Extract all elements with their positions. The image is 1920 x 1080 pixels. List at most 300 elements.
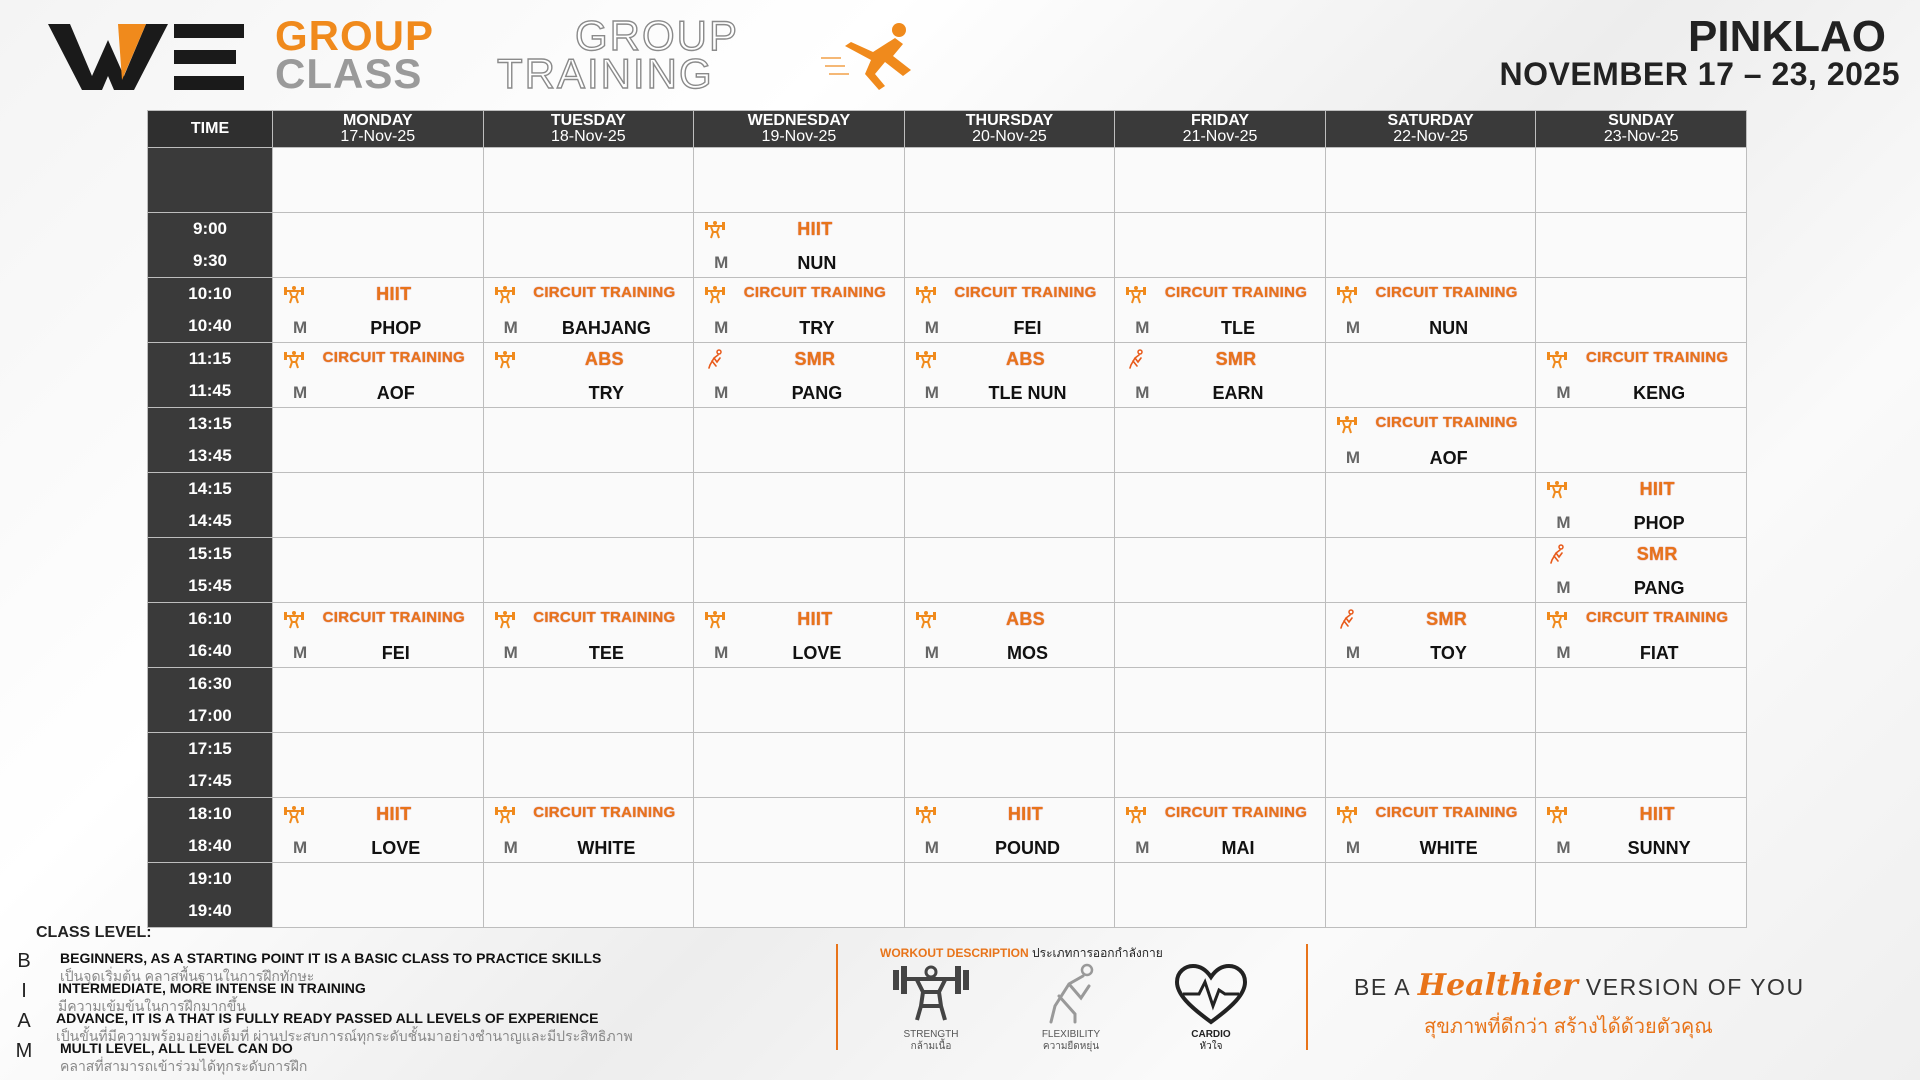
time-slot [148,603,273,668]
workout-label-th: หัวใจ [1199,1041,1223,1052]
empty-cell [1115,213,1326,278]
class-entry [1115,278,1325,342]
day-name: SATURDAY [1387,112,1474,129]
instructor-name: MAI [1221,838,1255,858]
empty-cell [1536,213,1747,278]
empty-cell [273,733,484,798]
day-date: 20-Nov-25 [972,128,1047,145]
class-entry [1115,798,1325,862]
class-name: SMR [1215,349,1257,369]
branch-name: PINKLAO [1688,12,1886,61]
class-entry [905,343,1115,407]
instructor-name: NUN [1429,318,1469,338]
class-name: CIRCUIT TRAINING [1375,414,1518,431]
class-cell [1115,343,1326,408]
class-name: ABS [584,349,624,369]
title-class: CLASS [275,50,423,97]
slogan-th: สุขภาพที่ดีกว่า สร้างได้ด้วยตัวคุณ [1424,1016,1713,1038]
level-desc-th: เป็นขั้นที่มีความพร้อมอย่างเต็มที่ ผ่านประสบการณ์ทุกระดับชั้นมาอย่างชำนาญและมีประสิทธิภาพ [56,1028,633,1044]
instructor-name: POUND [994,838,1060,858]
empty-cell [483,213,694,278]
level-key: A [17,1010,31,1032]
class-name: HIIT [1639,804,1675,824]
class-name: CIRCUIT TRAINING [1375,804,1518,821]
schedule-row [148,798,1747,863]
schedule-body [148,148,1747,928]
time-slot [148,473,273,538]
empty-cell [694,473,905,538]
cardio-icon [1169,962,1253,1028]
empty-cell [904,733,1115,798]
class-cell [1536,538,1747,603]
level-desc-th: มีความเข้มข้นในการฝึกมากขึ้น [58,998,246,1014]
strength-icon [1546,479,1568,499]
day-date: 21-Nov-25 [1182,128,1258,145]
class-level: M [924,383,939,402]
schedule-row [148,668,1747,733]
strength-icon [889,962,973,1028]
level-desc-th: เป็นจุดเริ่มต้น คลาสพื้นฐานในการฝึกทักษะ [60,968,315,984]
strength-icon [1336,284,1358,304]
time-end: 9:30 [192,251,228,270]
empty-cell [483,408,694,473]
empty-cell [694,733,905,798]
time-slot [148,408,273,473]
strength-icon [704,284,726,304]
class-name: CIRCUIT TRAINING [1375,284,1518,301]
empty-cell [483,473,694,538]
workout-description-title [880,944,1163,963]
time-start: 16:30 [188,674,232,693]
class-level: M [714,383,729,402]
time-end: 18:40 [188,836,232,855]
instructor-name: PHOP [1633,513,1685,533]
schedule-row [148,213,1747,278]
empty-cell [1115,863,1326,928]
day-name: WEDNESDAY [747,112,851,129]
time-slot [148,863,273,928]
schedule-row [148,408,1747,473]
instructor-name: LOVE [371,838,421,858]
workout-label-en: CARDIO [1191,1029,1231,1040]
class-name: CIRCUIT TRAINING [1164,284,1308,301]
time-end: 17:00 [188,706,232,725]
class-cell [904,798,1115,863]
day-name: SUNDAY [1608,112,1675,129]
instructor-name: PHOP [370,318,422,338]
class-cell [483,603,694,668]
class-entry [1326,798,1536,862]
strength-icon [1336,804,1358,824]
slogan-pre: BE A [1354,974,1410,1000]
class-cell [273,278,484,343]
class-name: CIRCUIT TRAINING [322,609,465,626]
empty-cell [483,538,694,603]
class-cell [483,798,694,863]
schedule-row [148,863,1747,928]
workout-label-en: FLEXIBILITY [1041,1029,1101,1040]
class-name: CIRCUIT TRAINING [533,804,676,821]
class-entry [273,278,483,342]
instructor-name: BAHJANG [561,318,651,338]
instructor-name: PANG [1633,578,1685,598]
empty-cell [1115,668,1326,733]
time-end: 19:40 [188,901,232,920]
slogan-post: VERSION OF YOU [1585,974,1805,1000]
empty-cell [904,473,1115,538]
class-level: M [1556,643,1571,662]
time-slot [148,343,273,408]
title-training: TRAINING [497,50,714,97]
empty-cell [1325,733,1536,798]
empty-cell [1536,668,1747,733]
instructor-name: AOF [1429,448,1468,468]
time-end: 17:45 [188,771,232,790]
time-start: 14:15 [188,479,232,498]
day-name: TUESDAY [550,112,626,129]
workout-label-th: ความยืดหยุ่น [1042,1041,1100,1052]
strength-icon [1125,804,1147,824]
class-cell [1325,278,1536,343]
class-name: SMR [1636,544,1678,564]
class-name: HIIT [797,609,833,629]
strength-icon [704,609,726,629]
empty-cell [904,148,1115,213]
time-slot [148,668,273,733]
class-cell [483,343,694,408]
time-slot [148,213,273,278]
class-entry [694,603,904,667]
level-desc-en: INTERMEDIATE, MORE INTENSE IN TRAINING [58,980,366,996]
time-start: 17:15 [188,739,232,758]
instructor-name: TRY [799,318,835,338]
class-cell [1115,798,1326,863]
class-cell [904,603,1115,668]
empty-cell [1325,473,1536,538]
class-level: M [503,838,518,857]
day-header-monday [273,111,484,148]
class-cell [273,798,484,863]
class-name: HIIT [1639,479,1675,499]
workout-cardio [1156,962,1266,1052]
empty-cell [1325,863,1536,928]
empty-cell [904,668,1115,733]
level-desc-th: คลาสที่สามารถเข้าร่วมได้ทุกระดับการฝึก [60,1058,308,1074]
instructor-name: EARN [1212,383,1264,403]
class-schedule-table [147,110,1747,928]
strength-icon [915,804,937,824]
time-start: 15:15 [188,544,232,563]
class-name: HIIT [376,804,412,824]
schedule-row [148,733,1747,798]
schedule-header-row [148,111,1747,148]
time-end: 16:40 [188,641,232,660]
class-entry [1326,603,1536,667]
class-entry [694,213,904,277]
empty-cell [483,863,694,928]
class-level-title: CLASS LEVEL: [36,924,152,941]
class-level: M [503,318,518,337]
class-entry [1536,343,1746,407]
date-range: NOVEMBER 17 – 23, 2025 [1499,56,1900,92]
class-level: M [1556,838,1571,857]
workout-title-en: WORKOUT DESCRIPTION [880,946,1029,960]
class-name: CIRCUIT TRAINING [322,349,465,366]
class-level: M [1345,643,1360,662]
strength-icon [1546,804,1568,824]
day-header-tuesday [483,111,694,148]
runner-icon [815,18,925,92]
class-entry [905,603,1115,667]
class-level: M [714,643,729,662]
empty-cell [1536,408,1747,473]
day-date: 17-Nov-25 [340,128,416,145]
empty-cell [1115,733,1326,798]
empty-cell [273,408,484,473]
class-cell [1325,798,1536,863]
empty-cell [1115,538,1326,603]
time-column-header: TIME [148,111,273,148]
footer-divider [1306,944,1308,1050]
title-group-bold: GROUP [275,12,435,59]
level-desc-en: MULTI LEVEL, ALL LEVEL CAN DO [60,1040,293,1056]
empty-cell [694,863,905,928]
class-cell [1536,798,1747,863]
class-cell [273,343,484,408]
class-entry [484,343,694,407]
instructor-name: KENG [1633,383,1686,403]
class-name: HIIT [1007,804,1044,824]
day-date: 18-Nov-25 [550,128,626,145]
day-name: THURSDAY [965,112,1054,129]
time-slot [148,148,273,213]
empty-cell [273,148,484,213]
class-level: M [714,253,729,272]
class-cell [694,213,905,278]
class-level: M [924,643,939,662]
class-cell [1536,473,1747,538]
class-name: HIIT [376,284,412,304]
class-cell [1536,343,1747,408]
schedule-row [148,603,1747,668]
class-cell [483,278,694,343]
class-level: M [293,318,308,337]
strength-icon [494,284,516,304]
workout-label-th: กล้ามเนื้อ [910,1041,952,1052]
level-desc-en: ADVANCE, IT IS A THAT IS FULLY READY PASSED ALL LEVELS OF EXPERIENCE [56,1010,599,1026]
class-entry [273,343,483,407]
empty-cell [694,148,905,213]
day-date: 19-Nov-25 [761,128,837,145]
class-entry [694,343,904,407]
empty-cell [1115,603,1326,668]
class-cell [694,278,905,343]
empty-cell [1536,278,1747,343]
flexibility-icon [1546,544,1568,564]
class-entry [1536,603,1746,667]
strength-icon [283,804,305,824]
instructor-name: TLE [1221,318,1256,338]
instructor-name: MOS [1006,643,1048,663]
empty-cell [904,538,1115,603]
strength-icon [915,284,937,304]
class-name: CIRCUIT TRAINING [1586,349,1729,366]
flexibility-icon [1336,609,1358,629]
slogan-highlight: Healthier [1417,968,1578,1003]
instructor-name: SUNNY [1627,838,1691,858]
class-entry [1536,798,1746,862]
day-header-thursday [904,111,1115,148]
class-level: M [1135,838,1150,857]
day-date: 22-Nov-25 [1393,128,1468,145]
class-entry [1326,278,1536,342]
workout-flexibility [1016,962,1126,1052]
schedule-row [148,343,1747,408]
empty-cell [904,213,1115,278]
class-level: M [1345,838,1360,857]
time-start [148,148,272,180]
empty-cell [1115,148,1326,213]
empty-cell [273,538,484,603]
time-slot [148,733,273,798]
time-end: 15:45 [188,576,232,595]
empty-cell [1115,408,1326,473]
strength-icon [494,609,516,629]
class-entry [905,278,1115,342]
instructor-name: LOVE [792,643,842,663]
instructor-name: WHITE [1419,838,1478,858]
flexibility-icon [1125,349,1147,369]
class-entry [1326,408,1536,472]
time-slot [148,278,273,343]
brand-title [275,12,915,97]
class-name: HIIT [797,219,833,239]
empty-cell [273,863,484,928]
empty-cell [483,733,694,798]
empty-cell [1325,538,1536,603]
time-start: 11:15 [188,349,232,368]
empty-cell [1325,213,1536,278]
class-cell [1536,603,1747,668]
strength-icon [283,609,305,629]
schedule-row [148,538,1747,603]
strength-icon [915,349,937,369]
empty-cell [904,863,1115,928]
day-name: FRIDAY [1190,112,1250,129]
class-name: CIRCUIT TRAINING [1164,804,1308,821]
class-level: M [924,318,939,337]
time-slot [148,798,273,863]
flexibility-icon [704,349,726,369]
instructor-name: NUN [797,253,837,273]
class-entry [694,278,904,342]
workout-title-th: ประเภทการออกกำลังกาย [1032,946,1163,960]
class-name: CIRCUIT TRAINING [743,284,887,301]
strength-icon [1336,414,1358,434]
level-key: I [21,980,27,1002]
empty-cell [273,668,484,733]
class-level: M [1135,318,1150,337]
class-name: CIRCUIT TRAINING [533,284,676,301]
day-header-friday [1115,111,1326,148]
strength-icon [704,219,726,239]
class-entry [273,798,483,862]
class-cell [1115,278,1326,343]
class-name: ABS [1006,349,1045,369]
time-end: 11:45 [188,381,232,400]
empty-cell [1325,148,1536,213]
class-level: M [293,383,308,402]
time-start: 9:00 [192,219,228,238]
class-level: M [1345,318,1360,337]
strength-icon [283,349,305,369]
instructor-name: WHITE [577,838,636,858]
instructor-name: FEI [1013,318,1042,338]
class-cell [273,603,484,668]
instructor-name: FEI [381,643,410,663]
empty-cell [904,408,1115,473]
empty-cell [694,408,905,473]
strength-icon [915,609,937,629]
class-name: CIRCUIT TRAINING [954,284,1097,301]
slogan-en [1354,968,1805,1003]
instructor-name: TEE [588,643,624,663]
empty-cell [1325,343,1536,408]
strength-icon [1546,609,1568,629]
time-start: 18:10 [188,804,232,823]
class-level: M [1345,448,1360,467]
class-level: M [1556,578,1571,597]
level-key: M [15,1040,33,1062]
level-key: B [17,950,31,972]
day-name: MONDAY [342,112,413,129]
day-header-wednesday [694,111,905,148]
empty-cell [1325,668,1536,733]
class-name: CIRCUIT TRAINING [1586,609,1729,626]
empty-cell [1115,473,1326,538]
workout-strength [876,962,986,1052]
schedule-row [148,148,1747,213]
class-level: M [293,838,308,857]
footer-divider [836,944,838,1050]
empty-cell [1536,148,1747,213]
class-name: SMR [1426,609,1468,629]
strength-icon [494,349,516,369]
class-name: ABS [1006,609,1045,629]
class-level: M [1135,383,1150,402]
strength-icon [494,804,516,824]
level-desc-en: BEGINNERS, AS A STARTING POINT IT IS A BASIC CLASS TO PRACTICE SKILLS [60,950,602,966]
time-end: 10:40 [188,316,232,335]
empty-cell [1536,863,1747,928]
class-level: M [714,318,729,337]
flexibility-icon [1029,962,1113,1028]
instructor-name: AOF [376,383,415,403]
day-date: 23-Nov-25 [1603,128,1679,145]
empty-cell [483,668,694,733]
class-name: SMR [794,349,836,369]
class-level: M [1556,513,1571,532]
class-level: M [924,838,939,857]
schedule-row [148,473,1747,538]
empty-cell [694,798,905,863]
workout-label-en: STRENGTH [903,1029,959,1040]
we-logo [48,20,248,92]
class-entry [1536,473,1746,537]
class-level: M [503,643,518,662]
empty-cell [273,213,484,278]
class-entry [1115,343,1325,407]
